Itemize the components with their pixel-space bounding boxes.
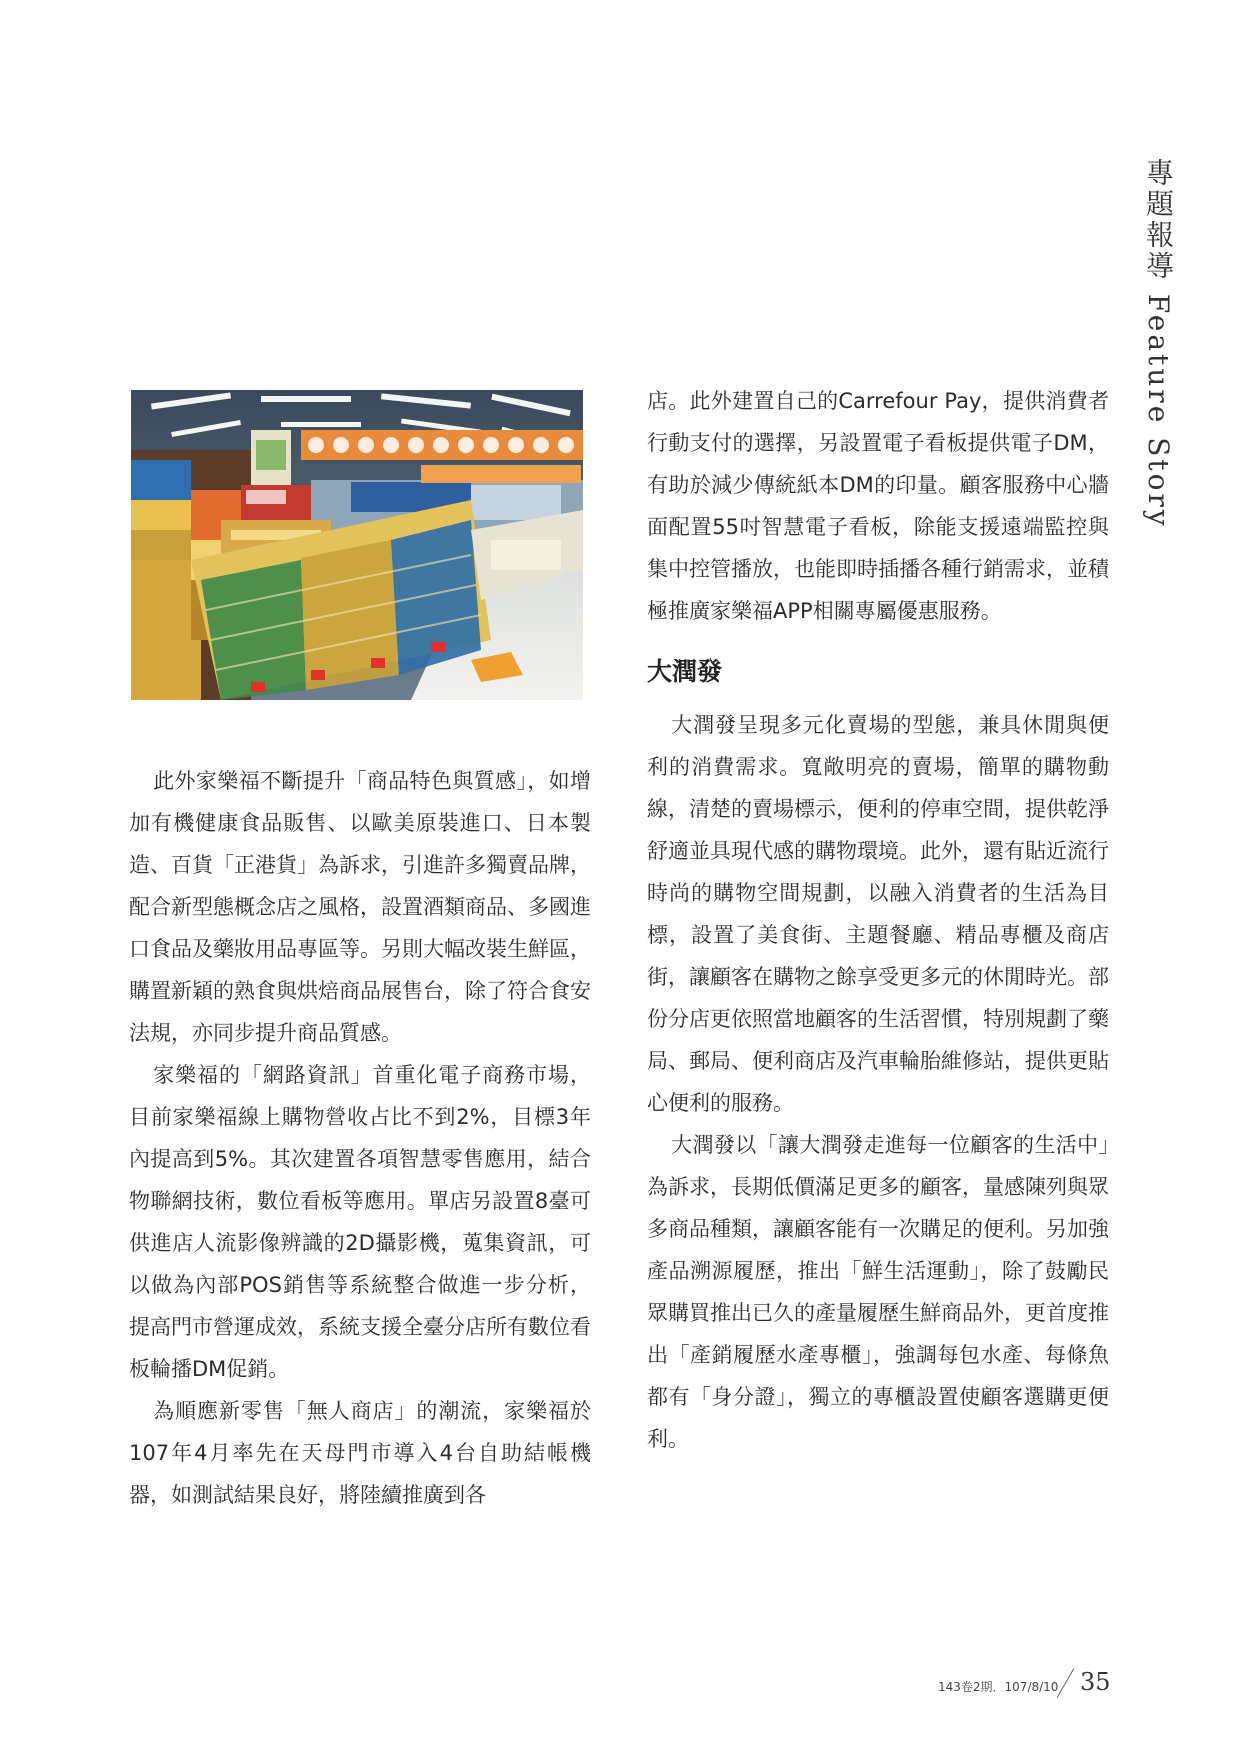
body-paragraph: 此外家樂福不斷提升「商品特色與質感」，如增加有機健康食品販售、以歐美原裝進口、日本製造、百貨「正港貨」為訴求，引進許多獨賣品牌，配合新型態概念店之風格，設置酒類商品、多國進口食品及藥妝用品專區等。另則大幅改裝生鮮區，購置新穎的熟食與烘焙商品展售台，除了符合食安法規，亦同步提升商品質感。: [129, 769, 591, 1045]
left-text-column: [129, 760, 591, 1516]
section-heading: 大潤發: [647, 657, 723, 686]
body-paragraph: 大潤發呈現多元化賣場的型態，兼具休閒與便利的消費需求。寬敞明亮的賣場，簡單的購物動線，清楚的賣場標示，便利的停車空間，提供乾淨舒適並具現代感的購物環境。此外，還有貼近流行時尚的購物空間規劃，以融入消費者的生活為目標，設置了美食街、主題餐廳、精品專櫃及商店街，讓顧客在購物之餘享受更多元的休閒時光。部份分店更依照當地顧客的生活習慣，特別規劃了藥局、郵局、便利商店及汽車輪胎維修站，提供更貼心便利的服務。: [647, 713, 1109, 1115]
continued-paragraph: 店。此外建置自己的Carrefour Pay，提供消費者行動支付的選擇，另設置電子看板提供電子DM，有助於減少傳統紙本DM的印量。顧客服務中心牆面配置55吋智慧電子看板，除能支援遠端監控與集中控管播放，也能即時插播各種行銷需求，並積極推廣家樂福APP相關專屬優惠服務。: [647, 389, 1109, 623]
right-text-column: [647, 380, 1109, 1460]
footer-divider: [1057, 1668, 1075, 1698]
page-number: 35: [1080, 1668, 1111, 1696]
issue-info: 143卷2期．107/8/10: [938, 1680, 1059, 1694]
section-label-vertical: 專題報導 Feature Story: [1142, 158, 1175, 529]
body-paragraph: 為順應新零售「無人商店」的潮流，家樂福於107年4月率先在天母門市導入4台自助結帳機器，如測試結果良好，將陸續推廣到各: [129, 1399, 591, 1507]
body-paragraph: 大潤發以「讓大潤發走進每一位顧客的生活中」為訴求，長期低價滿足更多的顧客，量感陳列與眾多商品種類，讓顧客能有一次購足的便利。另加強產品溯源履歷，推出「鮮生活運動」，除了鼓勵民眾購買推出已久的產量履歷生鮮商品外，更首度推出「產銷履歷水產專櫃」，強調每包水產、每條魚都有「身分證」，獨立的專櫃設置使顧客選購更便利。: [647, 1133, 1109, 1451]
page-footer: [938, 1666, 1118, 1700]
supermarket-photo: [131, 390, 583, 700]
body-paragraph: 家樂福的「網路資訊」首重化電子商務市場，目前家樂福線上購物營收占比不到2%，目標3年內提高到5%。其次建置各項智慧零售應用，結合物聯網技術，數位看板等應用。單店另設置8臺可供進店人流影像辨識的2D攝影機，蒐集資訊，可以做為內部POS銷售等系統整合做進一步分析，提高門市營運成效，系統支援全臺分店所有數位看板輪播DM促銷。: [129, 1063, 591, 1381]
